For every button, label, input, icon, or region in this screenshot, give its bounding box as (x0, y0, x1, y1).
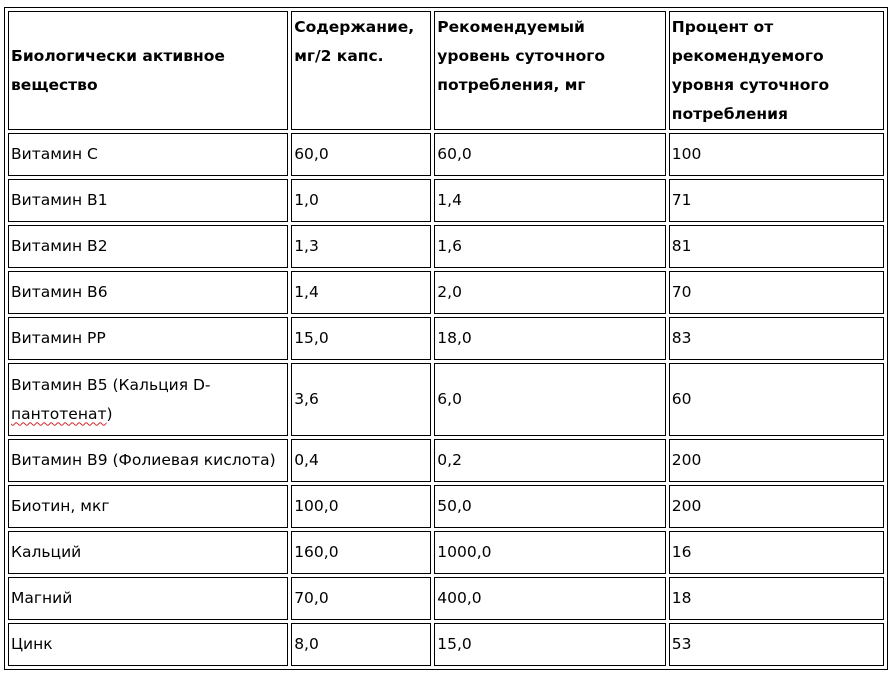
cell-recommended: 18,0 (434, 317, 665, 360)
table-row (8, 439, 884, 482)
table-row (8, 271, 884, 314)
header-recommended-level: Рекомендуемый уровень суточного потребления, мг (434, 11, 665, 130)
cell-content: 60,0 (291, 133, 431, 176)
cell-percent: 60 (669, 363, 884, 436)
cell-substance: Цинк (8, 623, 288, 666)
cell-percent: 81 (669, 225, 884, 268)
header-percent: Процент от рекомендуемого уровня суточного потребления (669, 11, 884, 130)
table-header-row (8, 11, 884, 130)
cell-percent: 71 (669, 179, 884, 222)
table-row (8, 485, 884, 528)
cell-substance: Биотин, мкг (8, 485, 288, 528)
cell-substance-line1: Витамин В5 (Кальция D- (11, 375, 211, 394)
cell-recommended: 1,4 (434, 179, 665, 222)
cell-recommended: 15,0 (434, 623, 665, 666)
cell-content: 0,4 (291, 439, 431, 482)
table-row (8, 577, 884, 620)
table-row (8, 623, 884, 666)
cell-recommended: 60,0 (434, 133, 665, 176)
cell-recommended: 400,0 (434, 577, 665, 620)
cell-substance: Витамин В2 (8, 225, 288, 268)
cell-percent: 53 (669, 623, 884, 666)
cell-percent: 70 (669, 271, 884, 314)
cell-percent: 200 (669, 485, 884, 528)
cell-substance: Витамин С (8, 133, 288, 176)
cell-content: 1,3 (291, 225, 431, 268)
table-row (8, 363, 884, 436)
cell-recommended: 0,2 (434, 439, 665, 482)
cell-substance (8, 363, 288, 436)
nutrient-table-container (4, 7, 888, 670)
cell-content: 100,0 (291, 485, 431, 528)
cell-content: 15,0 (291, 317, 431, 360)
cell-content: 1,0 (291, 179, 431, 222)
cell-recommended: 2,0 (434, 271, 665, 314)
cell-substance: Магний (8, 577, 288, 620)
cell-substance: Витамин РР (8, 317, 288, 360)
table-row (8, 531, 884, 574)
cell-content: 3,6 (291, 363, 431, 436)
cell-recommended: 6,0 (434, 363, 665, 436)
cell-content: 70,0 (291, 577, 431, 620)
cell-substance-closing: ) (106, 404, 113, 423)
cell-substance: Витамин В1 (8, 179, 288, 222)
cell-content: 8,0 (291, 623, 431, 666)
cell-percent: 100 (669, 133, 884, 176)
cell-substance: Витамин В6 (8, 271, 288, 314)
cell-substance: Кальций (8, 531, 288, 574)
table-row (8, 179, 884, 222)
cell-content: 160,0 (291, 531, 431, 574)
spellcheck-flagged-word: пантотенат (11, 404, 107, 423)
cell-recommended: 50,0 (434, 485, 665, 528)
header-content: Содержание, мг/2 капс. (291, 11, 431, 130)
cell-percent: 16 (669, 531, 884, 574)
table-row (8, 225, 884, 268)
table-row (8, 133, 884, 176)
cell-substance: Витамин В9 (Фолиевая кислота) (8, 439, 288, 482)
table-row (8, 317, 884, 360)
cell-percent: 83 (669, 317, 884, 360)
header-substance: Биологически активное вещество (8, 11, 288, 130)
cell-content: 1,4 (291, 271, 431, 314)
cell-recommended: 1000,0 (434, 531, 665, 574)
cell-percent: 200 (669, 439, 884, 482)
nutrient-table (4, 7, 888, 670)
cell-percent: 18 (669, 577, 884, 620)
cell-recommended: 1,6 (434, 225, 665, 268)
